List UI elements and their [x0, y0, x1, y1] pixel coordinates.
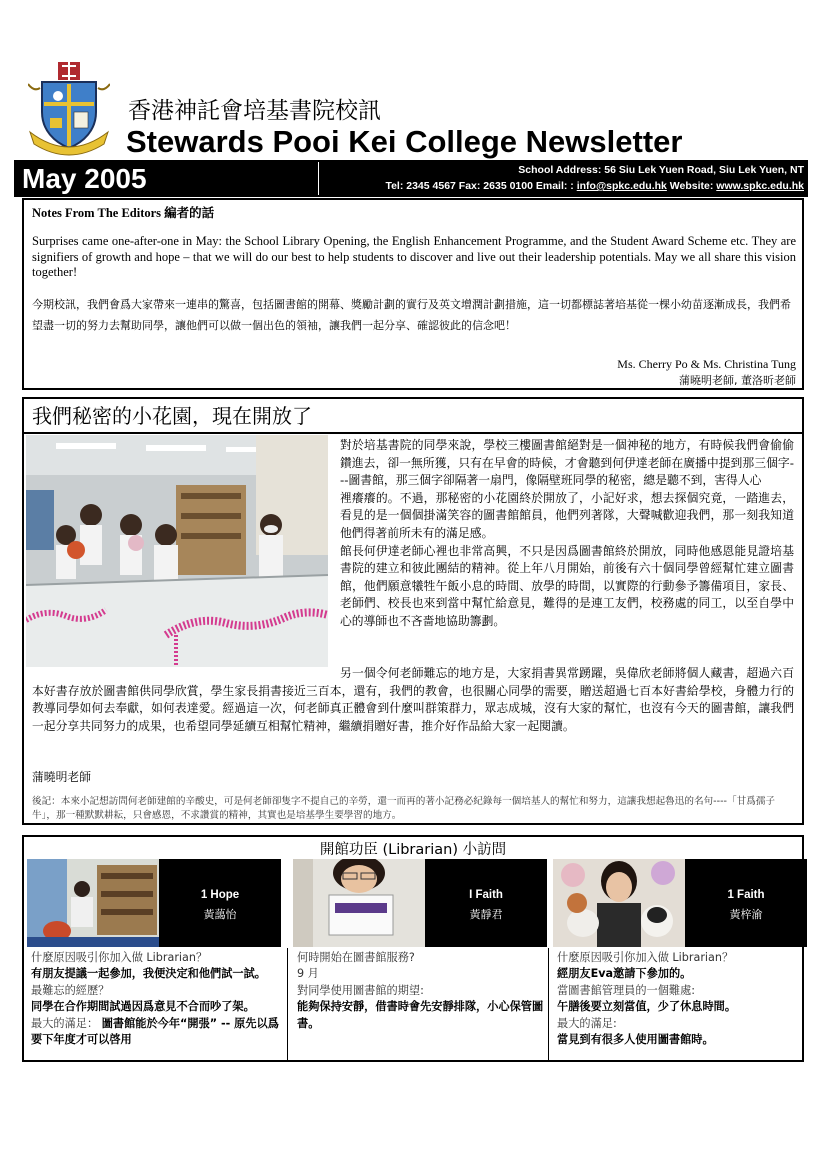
- answer: 當見到有很多人使用圖書館時。: [557, 1033, 714, 1047]
- librarian-name-1: 黃藹怡: [203, 908, 237, 921]
- editors-body-chinese: 今期校訊，我們會爲大家帶來一連串的驚喜，包括圖書館的開幕、獎勵計劃的實行及英文增潤計劃措施，這一切都標誌著培基從一棵小幼苗逐漸成長，我們希望盡一切的努力去幫助同學，讓他們可以做一個出色的領袖，讓我們一起分享、確認彼此的信念吧！: [32, 298, 791, 332]
- librarian-photo-1: [27, 859, 159, 947]
- librarian-band-2: [425, 859, 547, 947]
- school-address: School Address: 56 Siu Lek Yuen Road, Siu Lek Yuen, NT: [518, 164, 804, 176]
- answer: 能夠保持安靜，借書時會先安靜排隊，小心保管圖書。: [297, 1000, 544, 1030]
- answer: 有朋友提議一起參加，我便決定和他們試一試。: [31, 967, 266, 981]
- librarian-band-3: [685, 859, 807, 947]
- answer: 圖書館能於今年“開張” -- 原先以爲要下年度才可以啓用: [31, 1016, 279, 1047]
- librarian-answers-2: [297, 950, 545, 1032]
- contact-line: [385, 180, 804, 192]
- librarian-answers-1: [31, 950, 279, 1048]
- article-postscript: 後記：本來小記想訪問何老師建館的辛酸史，可是何老師卻隻字不提自己的辛勞，還一而再的著小記務必紀錄每一個培基人的幫忙和努力，這讓我想起魯迅的名句----「甘爲孺子牛」，那一種默默耕耘，只會感恩，不求讚賞的精神，其實也是培基學生要學習的地方。: [32, 796, 775, 821]
- librarian-class-3: 1 Faith: [727, 889, 765, 901]
- librarian-photo-3: [553, 859, 685, 947]
- article-paragraph-3: 館長何伊達老師心裡也非常高興，不只是因爲圖書館終於開放，同時他感恩能見證培基書院的建立和彼此團結的精神。從上年八月開始，前後有六十個同學曾經幫忙建立圖書館，他們願意犧牲午飯小息的時間、放學的時間，以實際的行動參予籌備項目，家長、老師們、校長也來到當中幫忙給意見，難得的是連工友們，校務處的同工，以至自學中心的導師也不吝嗇地協助籌劃。: [340, 543, 794, 628]
- librarian-class-2: I Faith: [469, 889, 503, 901]
- article-paragraph-1: 對於培基書院的同學來說，學校三樓圖書館絕對是一個神秘的地方，有時候我們會偷偷鑽進去，卻一無所獲，只有在早會的時候，才會聽到何伊達老師在廣播中提到那三個字---圖書館，那三個字卻隔著一扇門，像隔壁班同學的秘密，總是聽不到，害得人心: [340, 438, 794, 488]
- editors-body-english: Surprises came one-after-one in May: the School Library Opening, the English Enhancement Programme, and the Student Award Scheme etc. They are signifiers of growth and hope – that we will do our best to help students to discover and live out their leadership potentials. May we all share this vision together!: [32, 234, 796, 279]
- issue-date: May 2005: [22, 163, 147, 194]
- column-divider: [548, 948, 549, 1061]
- library-opening-photo: [26, 435, 328, 667]
- column-divider: [287, 948, 288, 1061]
- librarian-class-1: 1 Hope: [200, 889, 240, 901]
- interview-title: 開館功臣 (Librarian) 小訪問: [319, 842, 507, 858]
- article-author: 蒲曉明老師: [32, 770, 91, 784]
- masthead-divider: [318, 162, 319, 195]
- question: 什麼原因吸引你加入做 Librarian？: [557, 951, 734, 964]
- website-label: Website:: [666, 180, 717, 192]
- editors-signature-chinese: 蒲曉明老師, 董洛昕老師: [679, 374, 796, 387]
- title-english: Stewards Pooi Kei College Newsletter: [126, 124, 683, 159]
- contact-prefix: Tel: 2345 4567 Fax: 2635 0100 Email: :: [385, 180, 577, 192]
- answer: 9 月: [297, 967, 319, 981]
- email-link[interactable]: info@spkc.edu.hk: [576, 180, 667, 192]
- editors-heading: Notes From The Editors 編者的話: [32, 206, 215, 220]
- question: 何時開始在圖書館服務?: [297, 951, 415, 964]
- title-chinese: 香港神託會培基書院校訊: [128, 98, 381, 124]
- librarian-photo-2: [293, 859, 425, 947]
- article-title-divider: [22, 432, 804, 434]
- article-title: 我們秘密的小花園，現在開放了: [32, 404, 312, 428]
- school-crest-logo: [28, 62, 110, 158]
- website-link[interactable]: www.spkc.edu.hk: [716, 180, 804, 192]
- article-paragraph-2: 裡癢癢的。不過，那秘密的小花園終於開放了，小記好求，想去探個究竟，一踏進去，看見的是一個個掛滿笑容的圖書館館員，他們列著隊，大聲喊歡迎我們，那一刻我知道他們得著前所未有的滿足感。: [340, 490, 794, 540]
- editors-signature-english: Ms. Cherry Po & Ms. Christina Tung: [617, 357, 796, 371]
- article-body-top: [340, 437, 794, 631]
- question: 最大的滿足：: [31, 1016, 99, 1030]
- answer: 經朋友Eva邀請下參加的。: [557, 967, 692, 981]
- librarian-name-2: 黃靜君: [469, 908, 503, 921]
- librarian-band-1: [159, 859, 281, 947]
- question: 最難忘的經歷？: [31, 983, 110, 997]
- question: 當圖書館管理員的一個難處:: [557, 983, 696, 997]
- librarian-name-3: 黃梓渝: [729, 908, 763, 921]
- answer: 午膳後要立刻當值，少了休息時間。: [557, 1000, 737, 1014]
- question: 什麼原因吸引你加入做 Librarian？: [31, 951, 208, 964]
- article-body-bottom: [32, 665, 794, 735]
- article-paragraph-4: 另一個令何老師難忘的地方是，大家捐書異常踴躍，吳偉欣老師將個人藏書，超過六百本好書存放於圖書館供同學欣賞，學生家長捐書接近三百本，還有，我們的教會，也很關心同學的需要，贈送超過七百本好書給學校，身體力行的教導同學如何去奉獻，如何表達愛。經過這一次，何老師真正體會到什麼叫群策群力，眾志成城，沒有大家的幫忙，也沒有今天的圖書館，讓我們一起分享共同努力的成果，也希望同學延續互相幫忙精神，繼續捐贈好書，推介好作品給大家一起閱讀。: [32, 666, 794, 733]
- question: 最大的滿足:: [557, 1016, 617, 1030]
- question: 對同學使用圖書館的期望:: [297, 983, 424, 997]
- answer: 同學在合作期間試過因爲意見不合而吵了架。: [31, 1000, 255, 1014]
- librarian-answers-3: [557, 950, 805, 1048]
